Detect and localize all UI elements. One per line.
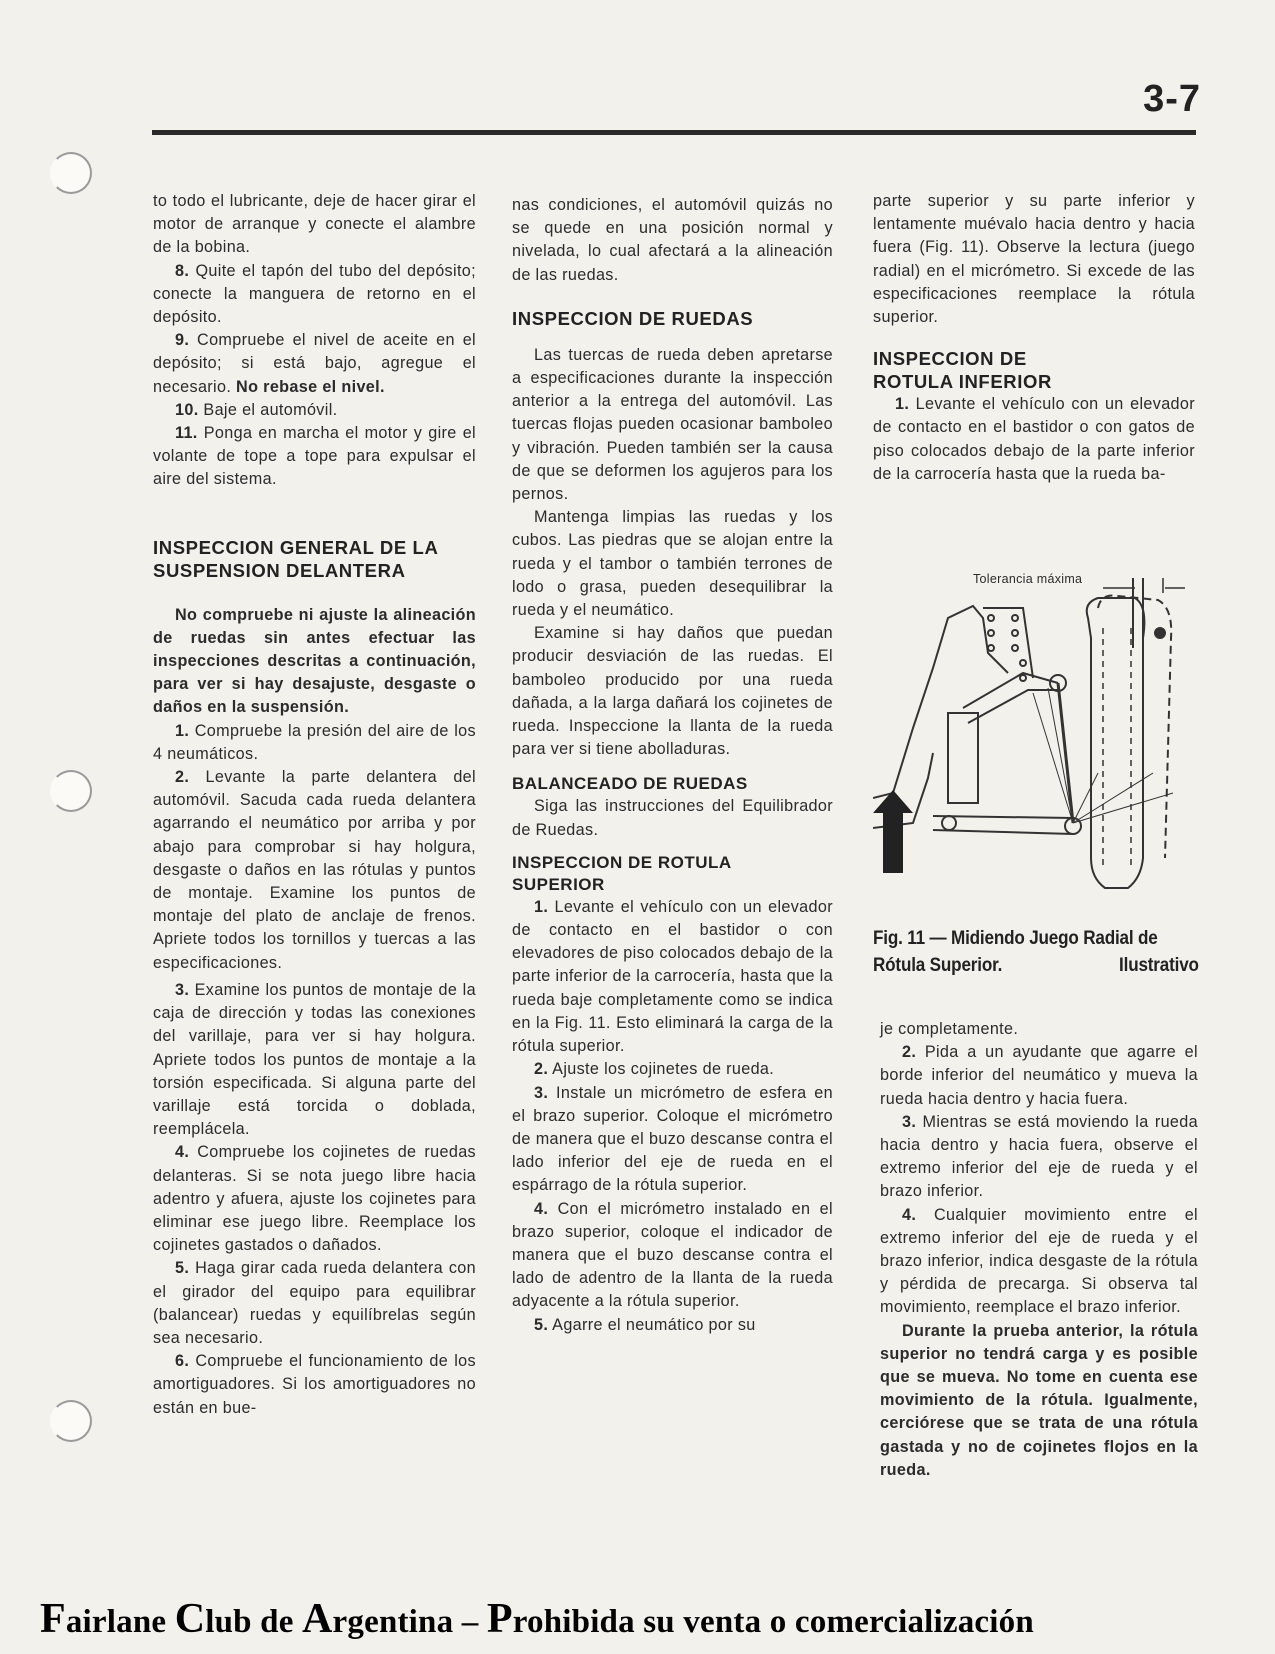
- binder-hole: [50, 152, 92, 194]
- item-number: 5.: [175, 1259, 190, 1278]
- item-number: 3.: [175, 980, 190, 999]
- item-text: Con el micrómetro instalado en el brazo superior, coloque el indicador de manera que el buzo descanse contra el lado de adentro de la llanta de la rueda adyacente a la rótula superior.: [512, 1199, 833, 1311]
- figure-11: [873, 572, 1198, 923]
- list-item: [153, 260, 476, 330]
- item-text: Ajuste los cojinetes de rueda.: [552, 1060, 775, 1079]
- list-item: [153, 979, 476, 1141]
- list-item: [153, 720, 476, 766]
- item-number: 9.: [175, 331, 190, 350]
- figure-caption: [873, 925, 1199, 979]
- item-text: Levante el vehículo con un elevador de contacto en el bastidor o con elevadores de piso colocados debajo de la parte inferior de la carrocería, hasta que la rueda baje completamente como se indica en la Fig. 11. Esto eliminará la carga de la rótula superior.: [512, 897, 833, 1056]
- warning-paragraph: No compruebe ni ajuste la alineación de ruedas sin antes efectuar las inspecciones descritas a continuación, para ver si hay desajuste, desgaste o daños en la suspensión.: [153, 605, 476, 717]
- item-text: Compruebe los cojinetes de ruedas delanteras. Si se nota juego libre hacia adentro y afuera, ajuste los cojinetes para eliminar ese juego libre. Reemplace los cojinetes gastados o dañados.: [153, 1143, 476, 1255]
- paragraph: to todo el lubricante, deje de hacer girar el motor de arranque y conecte el alambre de la bobina.: [153, 192, 476, 257]
- item-number: 6.: [175, 1352, 190, 1371]
- list-item: [153, 1141, 476, 1257]
- caption-title: Rótula Superior.: [873, 955, 1003, 976]
- paragraph: je completamente.: [880, 1020, 1019, 1038]
- column-3-bottom: [880, 1018, 1198, 1482]
- item-number: 2.: [902, 1043, 917, 1062]
- item-number: 3.: [902, 1112, 917, 1131]
- item-number: 8.: [175, 261, 190, 280]
- list-item: [880, 1204, 1198, 1320]
- list-item: [153, 399, 476, 422]
- list-item: [153, 1350, 476, 1420]
- emphasis-text: No rebase el nivel.: [236, 377, 385, 396]
- list-item: [153, 329, 476, 399]
- list-item: [512, 1314, 833, 1337]
- note-paragraph: Durante la prueba anterior, la rótula superior no tendrá carga y es posible que se mueva. No tome en cuenta ese movimiento de la rótula. Igualmente, cerciórese que se trata de una rótula gastada y no de cojinetes flojos en la rueda.: [880, 1321, 1198, 1479]
- list-item: [153, 422, 476, 492]
- header-rule: [152, 130, 1196, 135]
- footer-notice: [40, 1595, 1240, 1643]
- item-text: Levante el vehículo con un elevador de contacto en el bastidor o con gatos de piso colocados debajo de la parte inferior de la carrocería hasta que la rueda ba-: [873, 395, 1195, 483]
- section-heading: BALANCEADO DE RUEDAS: [512, 774, 748, 794]
- caption-line: [873, 952, 1199, 979]
- paragraph: Examine si hay daños que puedan producir desviación de las ruedas. El bamboleo producido por una rueda dañada, a la larga dañará los cojinetes de rueda. Inspeccione la llanta de la rueda para ver si tiene abolladuras.: [512, 624, 833, 759]
- item-text: Examine los puntos de montaje de la caja de dirección y todas las conexiones del varillaje, para ver si hay holgura. Apriete todos los puntos de montaje a la torsión especificada. Si alguna parte del varillaje está torcida o doblada, reemplácela.: [153, 980, 476, 1139]
- list-item: [512, 896, 833, 1058]
- item-text: Compruebe el nivel de aceite en el depósito; si está bajo, agregue el necesario.: [153, 331, 476, 396]
- column-3-top: [873, 190, 1195, 486]
- item-text: Haga girar cada rueda delantera con el girador del equipo para equilibrar (balancear) ruedas y equilíbrelas según sea necesario.: [153, 1259, 476, 1347]
- list-item: [880, 1041, 1198, 1111]
- footer-initial: A: [302, 1596, 333, 1642]
- page-number: 3-7: [1143, 78, 1201, 120]
- item-number: 2.: [534, 1060, 549, 1079]
- binder-hole: [50, 1400, 92, 1442]
- footer-initial: F: [40, 1596, 66, 1642]
- footer-initial: P: [486, 1596, 513, 1642]
- item-text: Cualquier movimiento entre el extremo inferior del eje de rueda y el brazo inferior, indica desgaste de la rótula y pérdida de precarga. Si observa tal movimiento, reemplace el brazo inferior.: [880, 1205, 1198, 1317]
- item-text: Agarre el neumático por su: [552, 1315, 756, 1334]
- suspension-diagram: [873, 578, 1198, 923]
- list-item: [153, 1257, 476, 1350]
- item-text: Instale un micrómetro de esfera en el brazo superior. Coloque el micrómetro de manera que el buzo descanse contra el lado inferior del eje de rueda en el espárrago de la rótula superior.: [512, 1083, 833, 1195]
- item-number: 1.: [895, 395, 910, 414]
- item-number: 1.: [175, 721, 190, 740]
- item-text: Levante la parte delantera del automóvil. Sacuda cada rueda delantera agarrando el neumático por arriba y por abajo para comprobar si hay holgura, desgaste o daños en las rótulas y puntos de montaje. Examine los puntos de montaje del plato de anclaje de frenos. Apriete todos los tornillos y tuercas a las especificaciones.: [153, 768, 476, 972]
- section-heading: INSPECCION DE RUEDAS: [512, 307, 754, 329]
- list-item: [512, 1058, 833, 1081]
- item-text: Baje el automóvil.: [203, 400, 338, 419]
- item-text: Compruebe la presión del aire de los 4 neumáticos.: [153, 721, 476, 763]
- paragraph: Mantenga limpias las ruedas y los cubos. Las piedras que se alojan entre la rueda y el tambor o también terrones de lodo o grasa, pueden desequilibrar la rueda y el neumático.: [512, 508, 833, 620]
- item-number: 1.: [534, 897, 549, 916]
- item-number: 11.: [175, 424, 198, 443]
- list-item: [880, 1111, 1198, 1204]
- footer-text: rohibida su venta o comercialización: [512, 1604, 1034, 1640]
- item-number: 10.: [175, 400, 199, 419]
- item-text: Compruebe el funcionamiento de los amortiguadores. Si los amortiguadores no están en bue-: [153, 1352, 476, 1417]
- item-text: Quite el tapón del tubo del depósito; conecte la manguera de retorno en el depósito.: [153, 261, 476, 327]
- list-item: [512, 1198, 833, 1314]
- item-text: Ponga en marcha el motor y gire el volante de tope a tope para expulsar el aire del sistema.: [153, 424, 476, 489]
- column-2: [512, 194, 833, 1337]
- item-text: Pida a un ayudante que agarre el borde inferior del neumático y mueva la rueda hacia dentro y hacia fuera.: [880, 1043, 1198, 1108]
- column-1: [153, 190, 476, 1420]
- section-heading: INSPECCION DE ROTULA SUPERIOR: [512, 852, 732, 894]
- tolerance-label: Tolerancia máxima: [973, 572, 1083, 586]
- paragraph: Siga las instrucciones del Equilibrador de Ruedas.: [512, 797, 833, 839]
- paragraph: parte superior y su parte inferior y lentamente muévalo hacia dentro y hacia fuera (Fig. 11). Observe la lectura (juego radial) en el micrómetro. Si excede de las especificaciones reemplace la rótula superior.: [873, 192, 1195, 327]
- item-number: 4.: [534, 1199, 549, 1218]
- footer-text: lub de: [205, 1604, 303, 1640]
- item-number: 5.: [534, 1315, 549, 1334]
- caption-line: Fig. 11 — Midiendo Juego Radial de: [873, 928, 1158, 949]
- item-text: Mientras se está moviendo la rueda hacia dentro y hacia fuera, observe el extremo inferior del eje de rueda y el brazo inferior.: [880, 1112, 1198, 1201]
- section-heading: INSPECCION GENERAL DE LA SUSPENSION DELANTERA: [153, 536, 438, 581]
- caption-tag: Ilustrativo: [1119, 955, 1199, 976]
- list-item: [153, 766, 476, 975]
- list-item: [873, 393, 1195, 486]
- item-number: 2.: [175, 768, 190, 787]
- binder-hole: [50, 770, 92, 812]
- item-number: 4.: [175, 1143, 190, 1162]
- section-heading: INSPECCION DE ROTULA INFERIOR: [873, 348, 1052, 393]
- item-number: 4.: [902, 1205, 917, 1224]
- paragraph: Las tuercas de rueda deben apretarse a especificaciones durante la inspección anterior a la entrega del automóvil. Las tuercas flojas pueden ocasionar bamboleo y vibración. Pueden también ser la causa de que se deformen los agujeros para los pernos.: [512, 345, 833, 504]
- footer-initial: C: [174, 1596, 206, 1642]
- item-number: 3.: [534, 1083, 549, 1102]
- footer-text: rgentina –: [332, 1604, 487, 1640]
- list-item: [512, 1082, 833, 1198]
- paragraph: nas condiciones, el automóvil quizás no se quede en una posición normal y nivelada, lo cual afectará a la alineación de las ruedas.: [512, 196, 833, 284]
- footer-text: airlane: [65, 1604, 175, 1640]
